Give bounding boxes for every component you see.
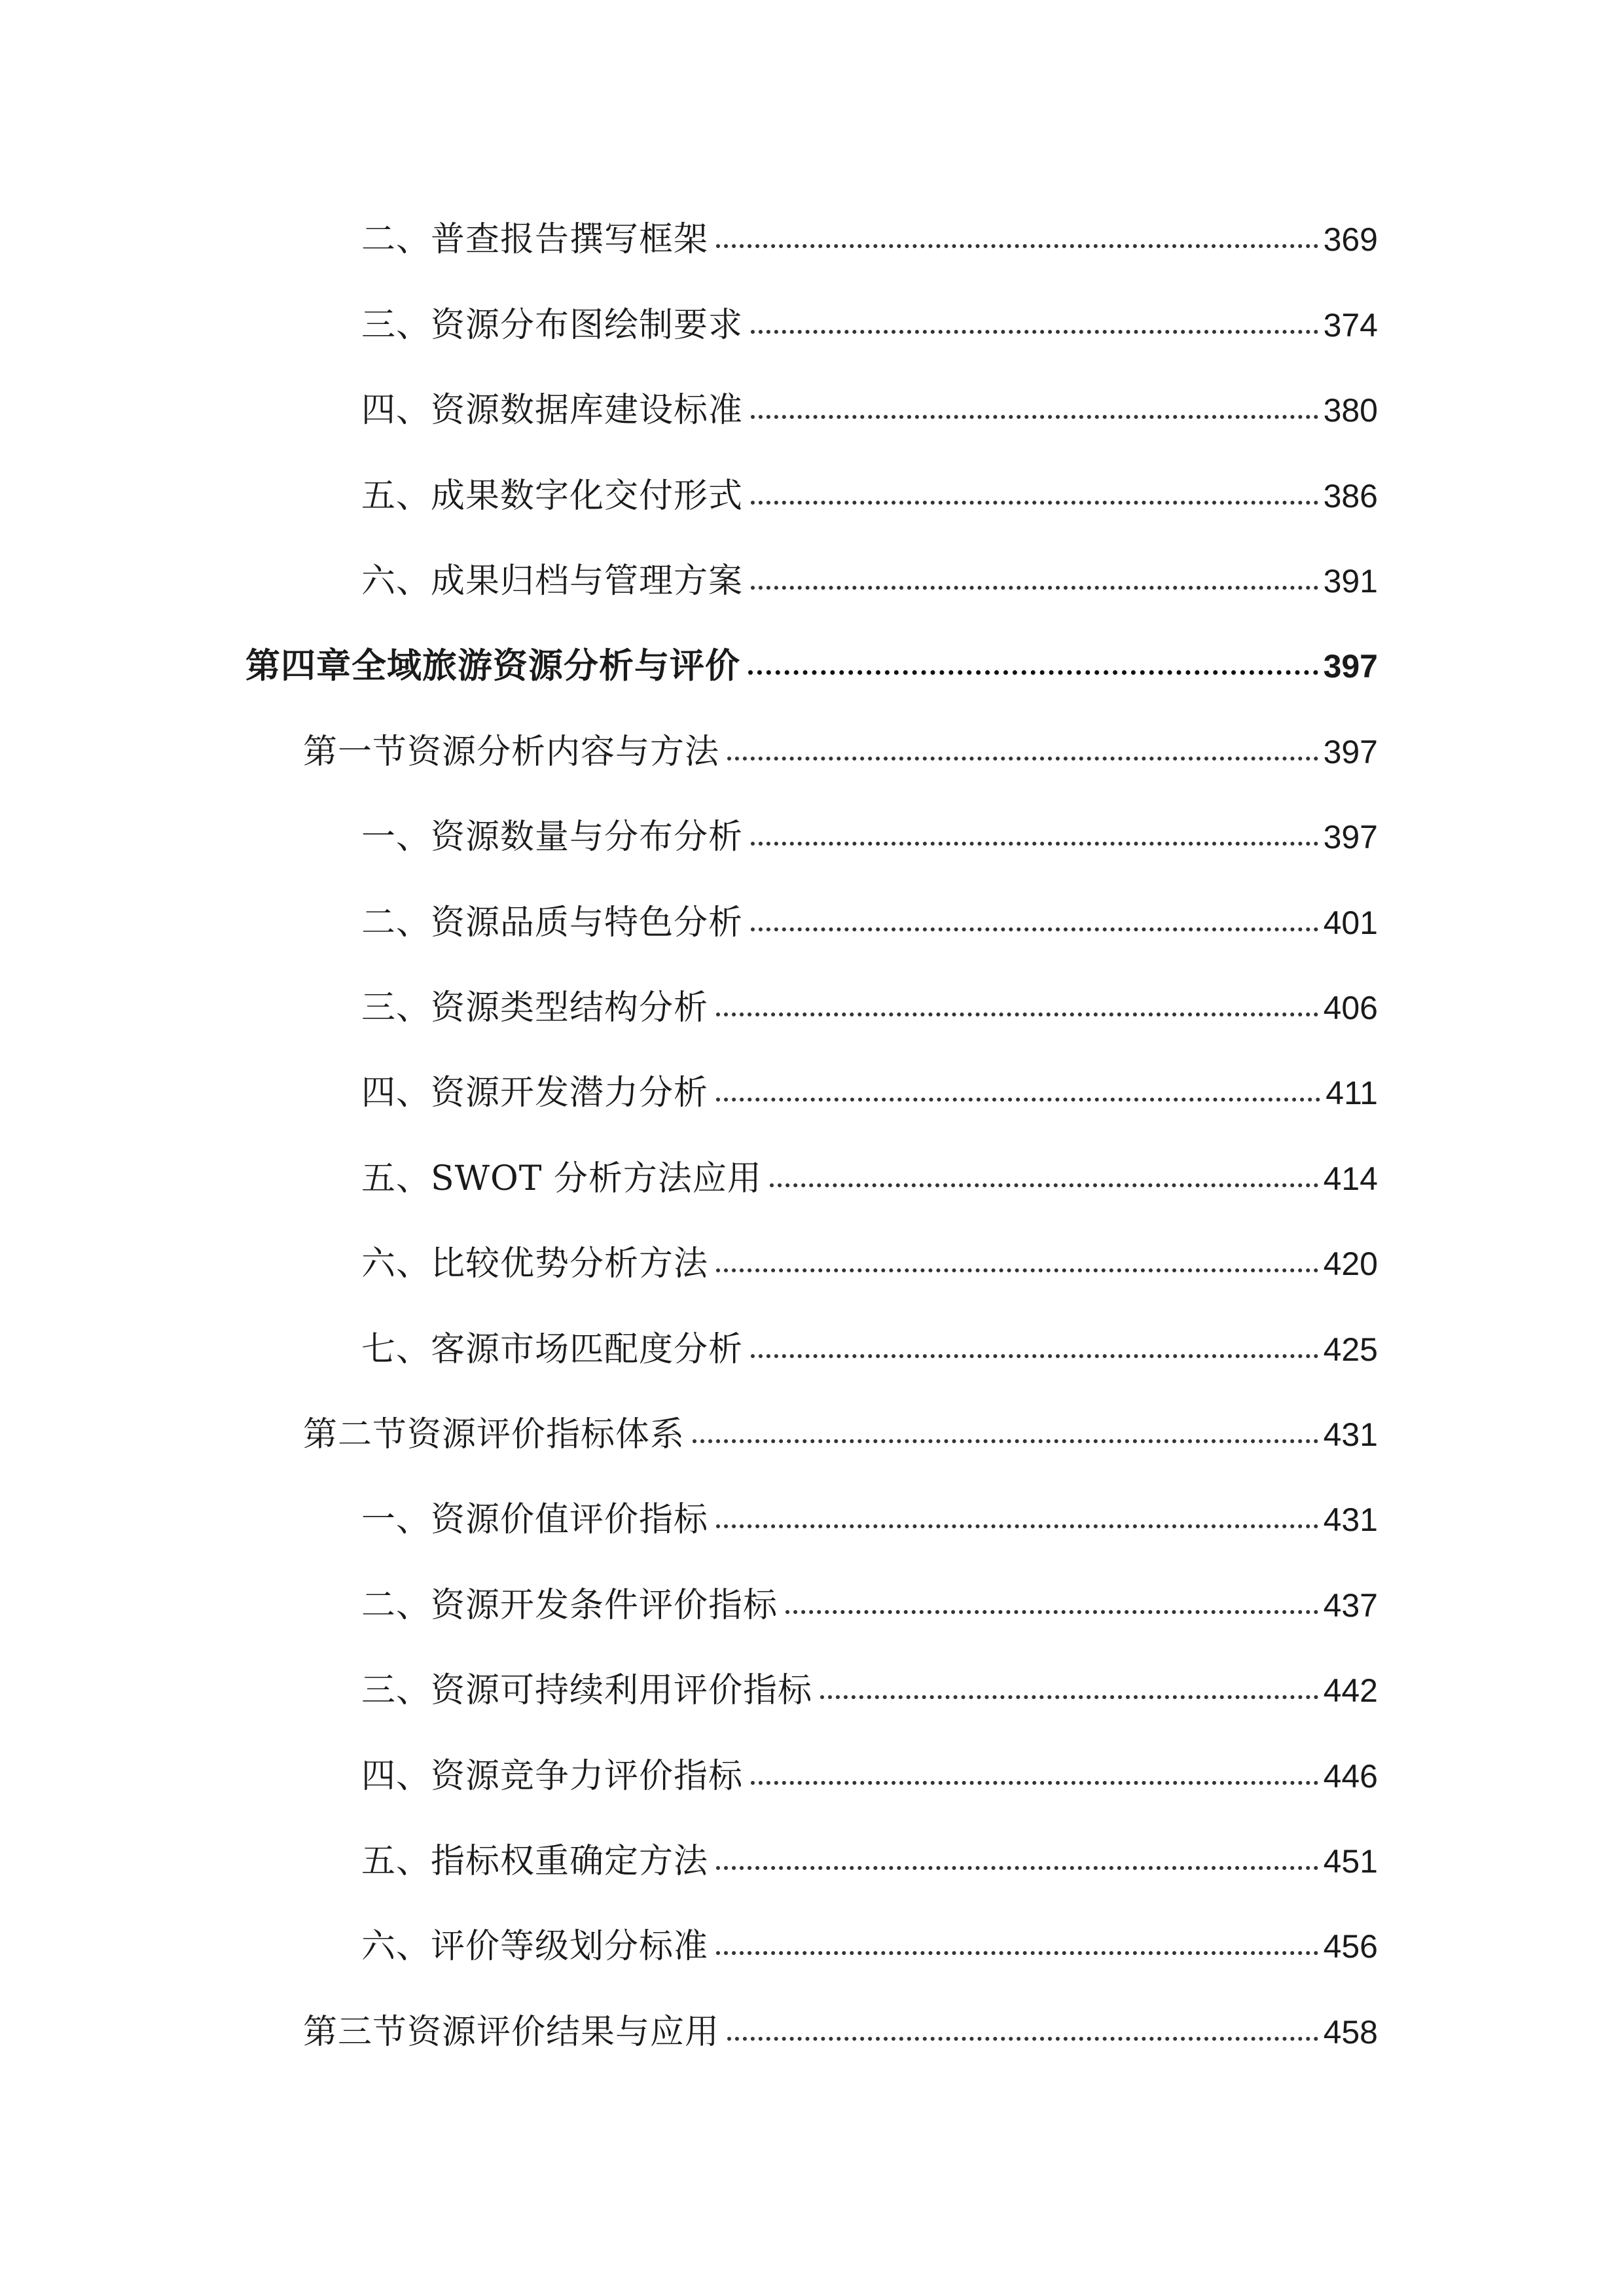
toc-entry-page: 386 bbox=[1323, 478, 1378, 514]
dot-leader bbox=[751, 842, 1318, 846]
dot-leader bbox=[716, 1013, 1318, 1016]
dot-leader bbox=[716, 1268, 1318, 1272]
toc-entry-page: 431 bbox=[1323, 1501, 1378, 1538]
dot-leader bbox=[727, 757, 1318, 761]
toc-entry[interactable] bbox=[361, 897, 1378, 949]
toc-entry-title: 第三节资源评价结果与应用 bbox=[303, 2013, 720, 2052]
toc-entry-page: 437 bbox=[1323, 1587, 1378, 1624]
toc-entry-page: 397 bbox=[1323, 819, 1378, 855]
dot-leader bbox=[751, 501, 1318, 505]
toc-entry-page: 369 bbox=[1323, 221, 1378, 258]
toc-entry-page: 414 bbox=[1323, 1160, 1378, 1197]
toc-entry[interactable] bbox=[361, 470, 1378, 522]
toc-entry-title: 四、资源开发潜力分析 bbox=[361, 1073, 709, 1113]
toc-entry[interactable] bbox=[361, 982, 1378, 1034]
toc-entry[interactable] bbox=[361, 1494, 1378, 1546]
toc-entry-title: 四、资源竞争力评价指标 bbox=[361, 1757, 744, 1796]
toc-chapter-entry[interactable] bbox=[245, 640, 1378, 692]
toc-entry-title: 二、资源开发条件评价指标 bbox=[361, 1586, 778, 1625]
toc-entry[interactable] bbox=[361, 1920, 1378, 1973]
dot-leader bbox=[751, 415, 1318, 419]
toc-entry-page: 391 bbox=[1323, 563, 1378, 600]
toc-section-entry[interactable] bbox=[303, 2006, 1378, 2058]
dot-leader bbox=[751, 927, 1318, 931]
toc-entry[interactable] bbox=[361, 1579, 1378, 1632]
toc-entry[interactable] bbox=[361, 213, 1378, 266]
toc-entry-page: 425 bbox=[1323, 1331, 1378, 1368]
dot-leader bbox=[770, 1183, 1318, 1187]
toc-entry[interactable] bbox=[361, 299, 1378, 351]
toc-entry-title: 七、客源市场匹配度分析 bbox=[361, 1330, 744, 1369]
toc-entry-title: 五、成果数字化交付形式 bbox=[361, 476, 744, 516]
dot-leader bbox=[785, 1610, 1318, 1614]
dot-leader bbox=[716, 1951, 1318, 1955]
toc-entry-page: 420 bbox=[1323, 1246, 1378, 1282]
toc-entry[interactable] bbox=[361, 811, 1378, 863]
toc-entry-page: 401 bbox=[1323, 905, 1378, 941]
toc-entry[interactable] bbox=[361, 1067, 1378, 1119]
dot-leader bbox=[748, 670, 1318, 675]
toc-entry-title: 三、资源可持续利用评价指标 bbox=[361, 1671, 813, 1710]
toc-entry-page: 411 bbox=[1326, 1075, 1378, 1111]
toc-entry-title: 二、资源品质与特色分析 bbox=[361, 903, 744, 942]
toc-entry-title: 三、资源类型结构分析 bbox=[361, 988, 709, 1028]
toc-entry[interactable] bbox=[361, 384, 1378, 437]
dot-leader bbox=[820, 1695, 1318, 1699]
dot-leader bbox=[751, 1781, 1318, 1785]
dot-leader bbox=[716, 244, 1318, 248]
toc-entry-page: 442 bbox=[1323, 1672, 1378, 1709]
toc-entry-page: 374 bbox=[1323, 307, 1378, 344]
toc-entry-page: 458 bbox=[1323, 2014, 1378, 2051]
dot-leader bbox=[751, 330, 1318, 334]
toc-entry-title: 四、资源数据库建设标准 bbox=[361, 391, 744, 430]
toc-entry-title: 第二节资源评价指标体系 bbox=[303, 1415, 685, 1454]
toc-entry-title: 六、比较优势分析方法 bbox=[361, 1244, 709, 1283]
dot-leader bbox=[716, 1098, 1320, 1102]
toc-entry[interactable] bbox=[361, 1750, 1378, 1803]
toc-entry[interactable] bbox=[361, 1835, 1378, 1888]
toc-entry-title: 六、评价等级划分标准 bbox=[361, 1927, 709, 1966]
toc-entry-page: 446 bbox=[1323, 1758, 1378, 1795]
dot-leader bbox=[727, 2037, 1318, 2041]
toc-entry-page: 397 bbox=[1323, 648, 1378, 685]
dot-leader bbox=[716, 1866, 1318, 1870]
toc-entry-page: 451 bbox=[1323, 1843, 1378, 1880]
toc-entry-page: 397 bbox=[1323, 734, 1378, 770]
dot-leader bbox=[751, 586, 1318, 590]
dot-leader bbox=[693, 1439, 1318, 1443]
toc-entry-title: 一、资源数量与分布分析 bbox=[361, 817, 744, 857]
toc-entry-title: 一、资源价值评价指标 bbox=[361, 1500, 709, 1539]
toc-entry-title: 二、普查报告撰写框架 bbox=[361, 220, 709, 259]
toc-entry[interactable] bbox=[361, 1323, 1378, 1376]
toc-entry[interactable] bbox=[361, 1664, 1378, 1717]
toc-entry-title: 五、SWOT 分析方法应用 bbox=[361, 1159, 762, 1198]
toc-entry-page: 431 bbox=[1323, 1416, 1378, 1453]
toc-entry-page: 456 bbox=[1323, 1928, 1378, 1965]
toc-entry-page: 380 bbox=[1323, 392, 1378, 429]
toc-entry-page: 406 bbox=[1323, 990, 1378, 1026]
toc-entry[interactable] bbox=[361, 1238, 1378, 1290]
dot-leader bbox=[751, 1354, 1318, 1358]
toc-entry-title: 六、成果归档与管理方案 bbox=[361, 562, 744, 601]
toc-entry-title: 第一节资源分析内容与方法 bbox=[303, 732, 720, 772]
toc-section-entry[interactable] bbox=[303, 726, 1378, 778]
dot-leader bbox=[716, 1524, 1318, 1528]
toc-entry-title: 三、资源分布图绘制要求 bbox=[361, 306, 744, 345]
toc-section-entry[interactable] bbox=[303, 1408, 1378, 1461]
toc-entry-title: 第四章全域旅游资源分析与评价 bbox=[245, 646, 740, 686]
toc-entry[interactable] bbox=[361, 555, 1378, 607]
toc-entry-title: 五、指标权重确定方法 bbox=[361, 1842, 709, 1881]
toc-entry[interactable] bbox=[361, 1153, 1378, 1205]
